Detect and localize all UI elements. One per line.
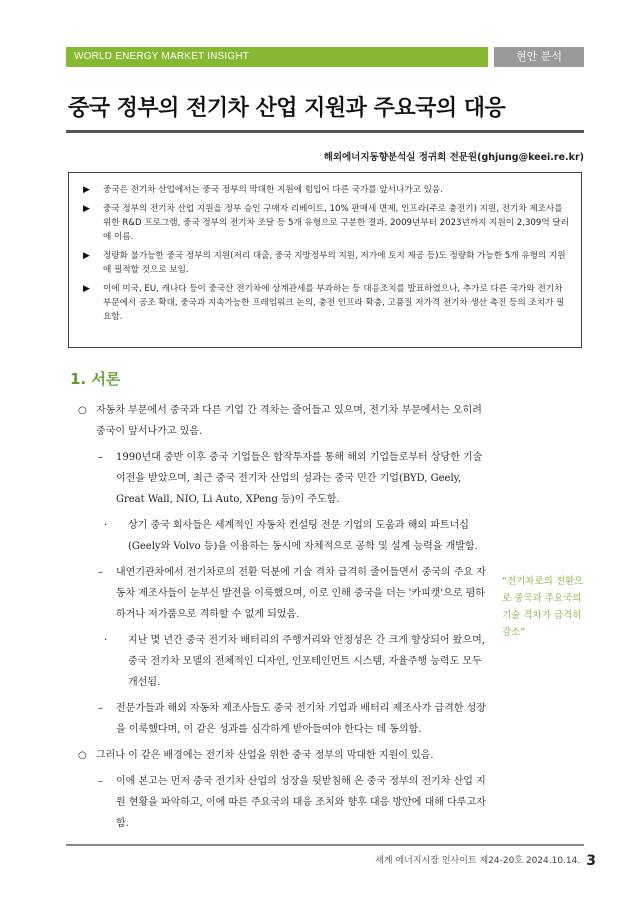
paragraph-text: 그러나 이 같은 배경에는 전기차 산업을 위한 중국 정부의 막대한 지원이 있음. — [96, 750, 434, 761]
title-divider — [66, 130, 584, 133]
summary-item — [81, 282, 571, 324]
paragraph-level3 — [78, 515, 490, 557]
paragraph-text: 전문가들과 해외 자동차 제조사들도 중국 전기차 기업과 배터리 제조사가 급격한 성장을 이룩했다며, 이 같은 성과를 심각하게 받아들여야 한다는 데 동의함. — [116, 703, 486, 735]
circle-bullet-icon: ○ — [78, 405, 87, 416]
circle-bullet-icon: ○ — [78, 750, 87, 761]
paragraph-level3 — [78, 630, 490, 693]
paragraph-level2 — [78, 562, 490, 625]
paragraph-text: 이에 본고는 먼저 중국 전기차 산업의 성장을 뒷받침해 온 중국 정부의 전기차 산업 지원 현황을 파악하고, 이에 따른 주요국의 대응 조치와 향후 대응 방안에 대해 다루고자 함. — [116, 776, 486, 829]
summary-text: 정량화 불가능한 중국 정부의 지원(저리 대출, 중국 지방정부의 지원, 저가에 토지 제공 등)도 정량화 가능한 5개 유형의 지원에 필적할 것으로 보임. — [103, 251, 566, 275]
dot-bullet-icon: · — [104, 635, 108, 646]
page-title: 중국 정부의 전기차 산업 지원과 주요국의 대응 — [68, 96, 506, 121]
side-note: “전기차로의 전환으로 중국과 주요국의 기술 격차가 급격히 감소” — [502, 576, 584, 638]
dash-bullet-icon: – — [98, 703, 103, 714]
summary-item — [81, 202, 571, 244]
triangle-bullet-icon: ▶ — [83, 204, 90, 214]
page-number: 3 — [586, 853, 596, 869]
summary-text: 중국 정부의 전기차 산업 지원을 정부 승인 구매자 리베이트, 10% 판매세 면제, 인프라(주로 충전기) 지원, 전기차 제조사를 위한 R&D 프로그램, 중국 정부의 전기차 조달 등 5개 유형으로 구분한 결과, 2009년부터 2023년까지 지원이 2,309억 달러에 이름. — [103, 204, 570, 242]
paragraph-text: 지난 몇 년간 중국 전기차 배터리의 주행거리와 안정성은 간 크게 향상되어 왔으며, 중국 전기차 모델의 전체적인 디자인, 인포테인먼트 시스템, 자율주행 능력도 모두 개선됨. — [128, 635, 485, 688]
footer-text: 세계 에너지시장 인사이트 제24-20호 2024.10.14. — [375, 856, 581, 866]
paragraph-level1 — [78, 400, 490, 442]
header-tag: 현안 분석 — [494, 47, 584, 67]
summary-text: 이에 미국, EU, 캐나다 등이 중국산 전기차에 상계관세를 부과하는 등 대응조치를 발표하였으나, 추가로 다른 국가와 전기차 부문에서 공조 확대, 중국과 지속가능한 프레임워크 논의, 충전 인프라 확충, 고품질 저가격 전기차 생산 촉진 등의 조치가 필요함. — [103, 284, 565, 322]
author-line: 해외에너지동향분석실 정귀희 전문원(ghjung@keei.re.kr) — [323, 152, 584, 163]
summary-box — [68, 172, 582, 348]
paragraph-text: 상기 중국 회사들은 세계적인 자동차 컨설팅 전문 기업의 도움과 해외 파트너십(Geely와 Volvo 등)을 이용하는 동시에 자체적으로 공학 및 설계 능력을 개발함. — [128, 520, 478, 552]
dash-bullet-icon: – — [98, 776, 103, 787]
footer — [375, 853, 596, 869]
footer-divider — [66, 844, 584, 846]
dash-bullet-icon: – — [98, 567, 103, 578]
section-body — [78, 400, 490, 839]
paragraph-level2 — [78, 698, 490, 740]
dot-bullet-icon: · — [104, 520, 108, 531]
paragraph-text: 내연기관차에서 전기차로의 전환 덕분에 기술 격차 급격히 줄어들면서 중국의 주요 자동차 제조사들이 눈부신 발전을 이룩했으며, 이로 인해 중국을 더는 '카피캣'으로 폄하하거나 저가품으로 격하할 수 없게 되었음. — [116, 567, 486, 620]
dash-bullet-icon: – — [98, 452, 103, 463]
paragraph-text: 1990년대 중반 이후 중국 기업들은 합작투자를 통해 해외 기업들로부터 상당한 기술 이전을 받았으며, 최근 중국 전기차 산업의 성과는 중국 민간 기업(BYD, Geely, Great Wall, NIO, Li Auto, XPeng 등)이 주도함. — [116, 452, 483, 505]
summary-item — [81, 183, 571, 197]
section-title: 1. 서론 — [70, 370, 121, 388]
header-banner: WORLD ENERGY MARKET INSIGHT — [66, 47, 488, 67]
paragraph-level2 — [78, 447, 490, 510]
paragraph-level1 — [78, 745, 490, 766]
summary-item — [81, 249, 571, 277]
summary-text: 중국은 전기차 산업에서는 중국 정부의 막대한 지원에 힘입어 다른 국가를 앞서나가고 있음. — [103, 185, 443, 195]
triangle-bullet-icon: ▶ — [83, 284, 90, 294]
triangle-bullet-icon: ▶ — [83, 251, 90, 261]
triangle-bullet-icon: ▶ — [83, 185, 90, 195]
paragraph-text: 자동차 부문에서 중국과 다른 기업 간 격차는 줄어들고 있으며, 전기차 부문에서는 오히려 중국이 앞서나가고 있음. — [96, 405, 482, 437]
paragraph-level2 — [78, 771, 490, 834]
